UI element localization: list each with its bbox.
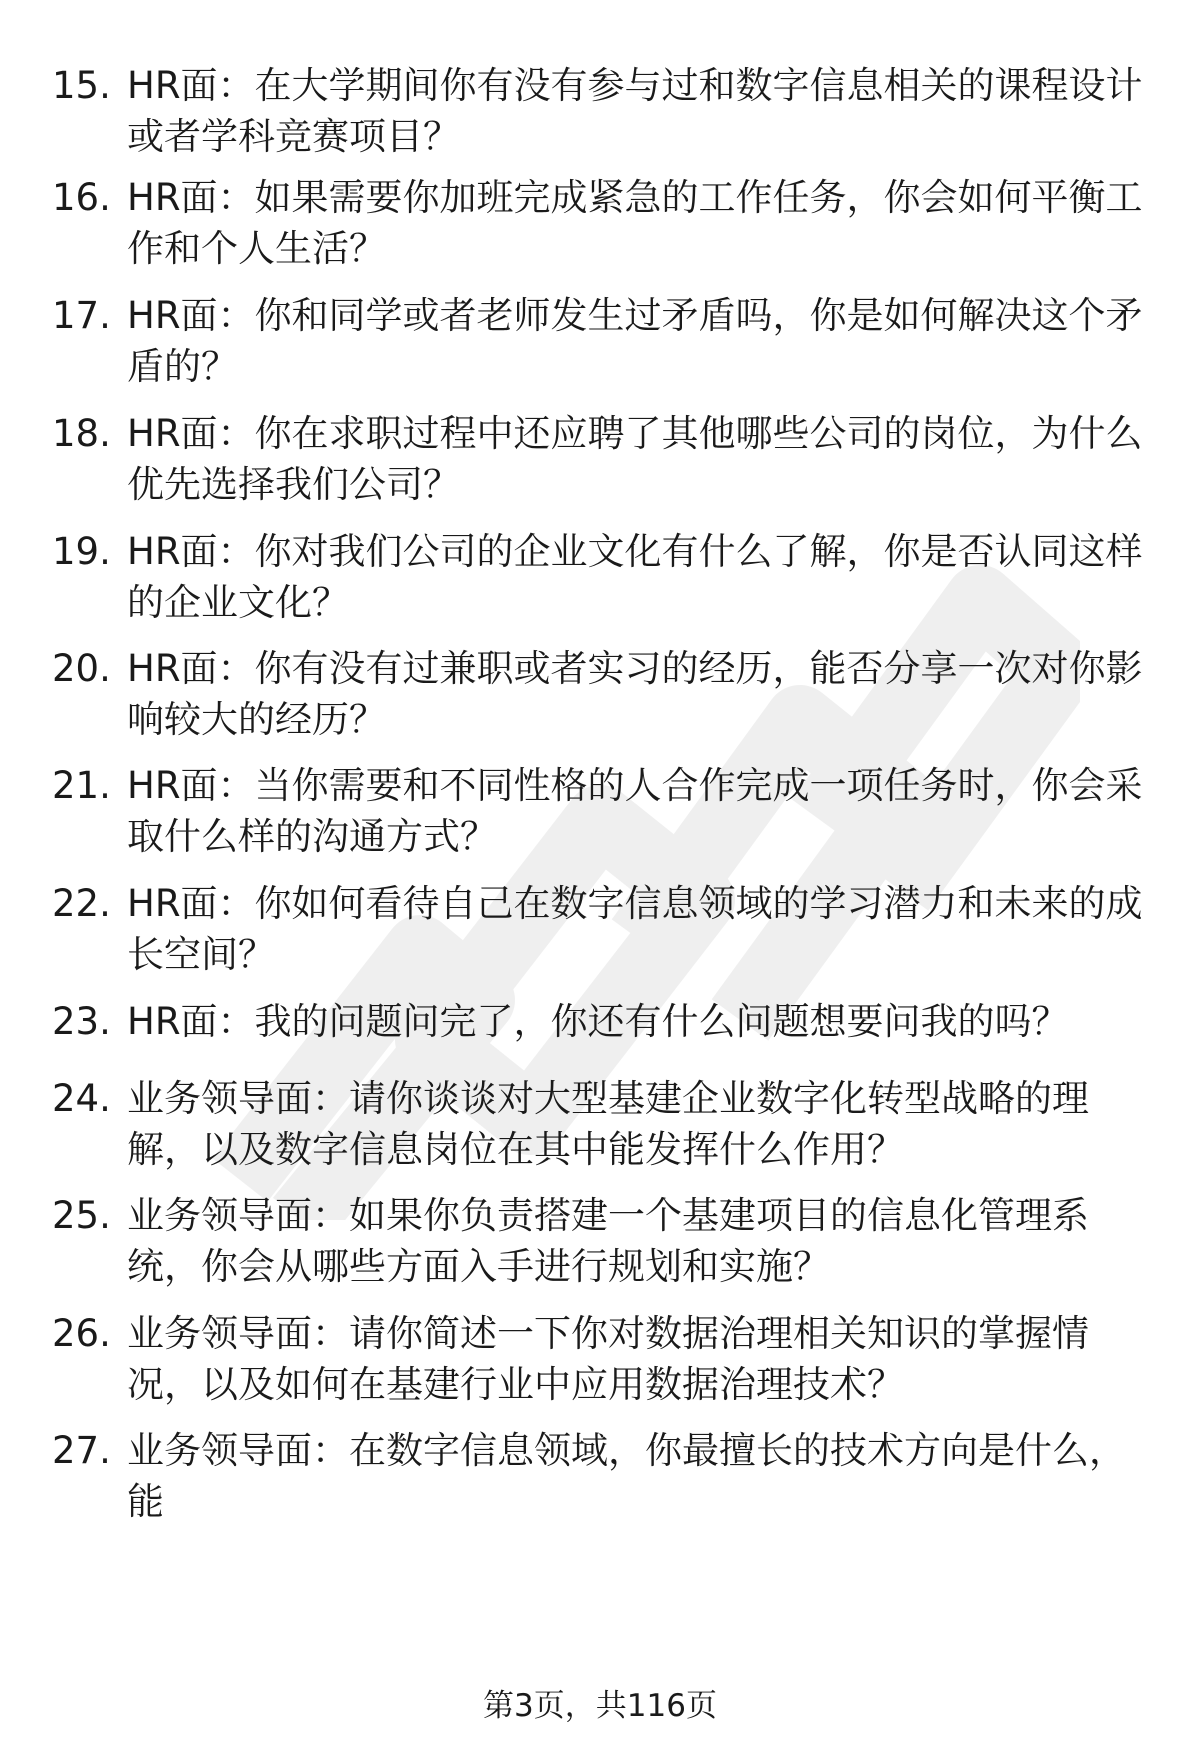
question-text: 业务领导面：请你简述一下你对数据治理相关知识的掌握情况，以及如何在基建行业中应用数据治理技术？	[127, 1312, 1089, 1406]
question-text: HR面：当你需要和不同性格的人合作完成一项任务时，你会采取什么样的沟通方式？	[127, 764, 1143, 858]
question-text: HR面：在大学期间你有没有参与过和数字信息相关的课程设计或者学科竞赛项目？	[127, 64, 1143, 158]
question-number: 15.	[52, 64, 111, 107]
list-item	[52, 526, 1162, 628]
list-item	[52, 996, 1162, 1047]
list-item	[52, 760, 1162, 862]
question-number: 24.	[52, 1077, 111, 1120]
question-text: HR面：你对我们公司的企业文化有什么了解，你是否认同这样的企业文化？	[127, 530, 1143, 624]
question-number: 27.	[52, 1429, 111, 1472]
question-text: 业务领导面：请你谈谈对大型基建企业数字化转型战略的理解，以及数字信息岗位在其中能发挥什么作用？	[127, 1077, 1089, 1171]
list-item	[52, 1308, 1162, 1410]
list-item	[52, 172, 1162, 274]
list-item	[52, 1190, 1162, 1292]
list-item	[52, 878, 1162, 980]
question-text: HR面：我的问题问完了，你还有什么问题想要问我的吗？	[127, 1000, 1069, 1043]
question-number: 26.	[52, 1312, 111, 1355]
question-number: 25.	[52, 1194, 111, 1237]
question-number: 16.	[52, 176, 111, 219]
question-text: HR面：你在求职过程中还应聘了其他哪些公司的岗位，为什么优先选择我们公司？	[127, 412, 1143, 506]
question-number: 22.	[52, 882, 111, 925]
list-item	[52, 1073, 1162, 1175]
question-text: HR面：你和同学或者老师发生过矛盾吗，你是如何解决这个矛盾的？	[127, 294, 1143, 388]
question-text: 业务领导面：如果你负责搭建一个基建项目的信息化管理系统，你会从哪些方面入手进行规划和实施？	[127, 1194, 1089, 1288]
page-number-footer: 第3页，共116页	[483, 1688, 717, 1724]
question-number: 18.	[52, 412, 111, 455]
list-item	[52, 60, 1162, 162]
question-number: 23.	[52, 1000, 111, 1043]
question-text: HR面：如果需要你加班完成紧急的工作任务，你会如何平衡工作和个人生活？	[127, 176, 1143, 270]
question-text: HR面：你如何看待自己在数字信息领域的学习潜力和未来的成长空间？	[127, 882, 1143, 976]
question-number: 19.	[52, 530, 111, 573]
question-text: 业务领导面：在数字信息领域，你最擅长的技术方向是什么，能	[127, 1429, 1126, 1523]
question-number: 17.	[52, 294, 111, 337]
question-number: 21.	[52, 764, 111, 807]
question-number: 20.	[52, 647, 111, 690]
list-item	[52, 643, 1162, 745]
question-text: HR面：你有没有过兼职或者实习的经历，能否分享一次对你影响较大的经历？	[127, 647, 1143, 741]
list-item	[52, 1425, 1162, 1527]
list-item	[52, 408, 1162, 510]
list-item	[52, 290, 1162, 392]
